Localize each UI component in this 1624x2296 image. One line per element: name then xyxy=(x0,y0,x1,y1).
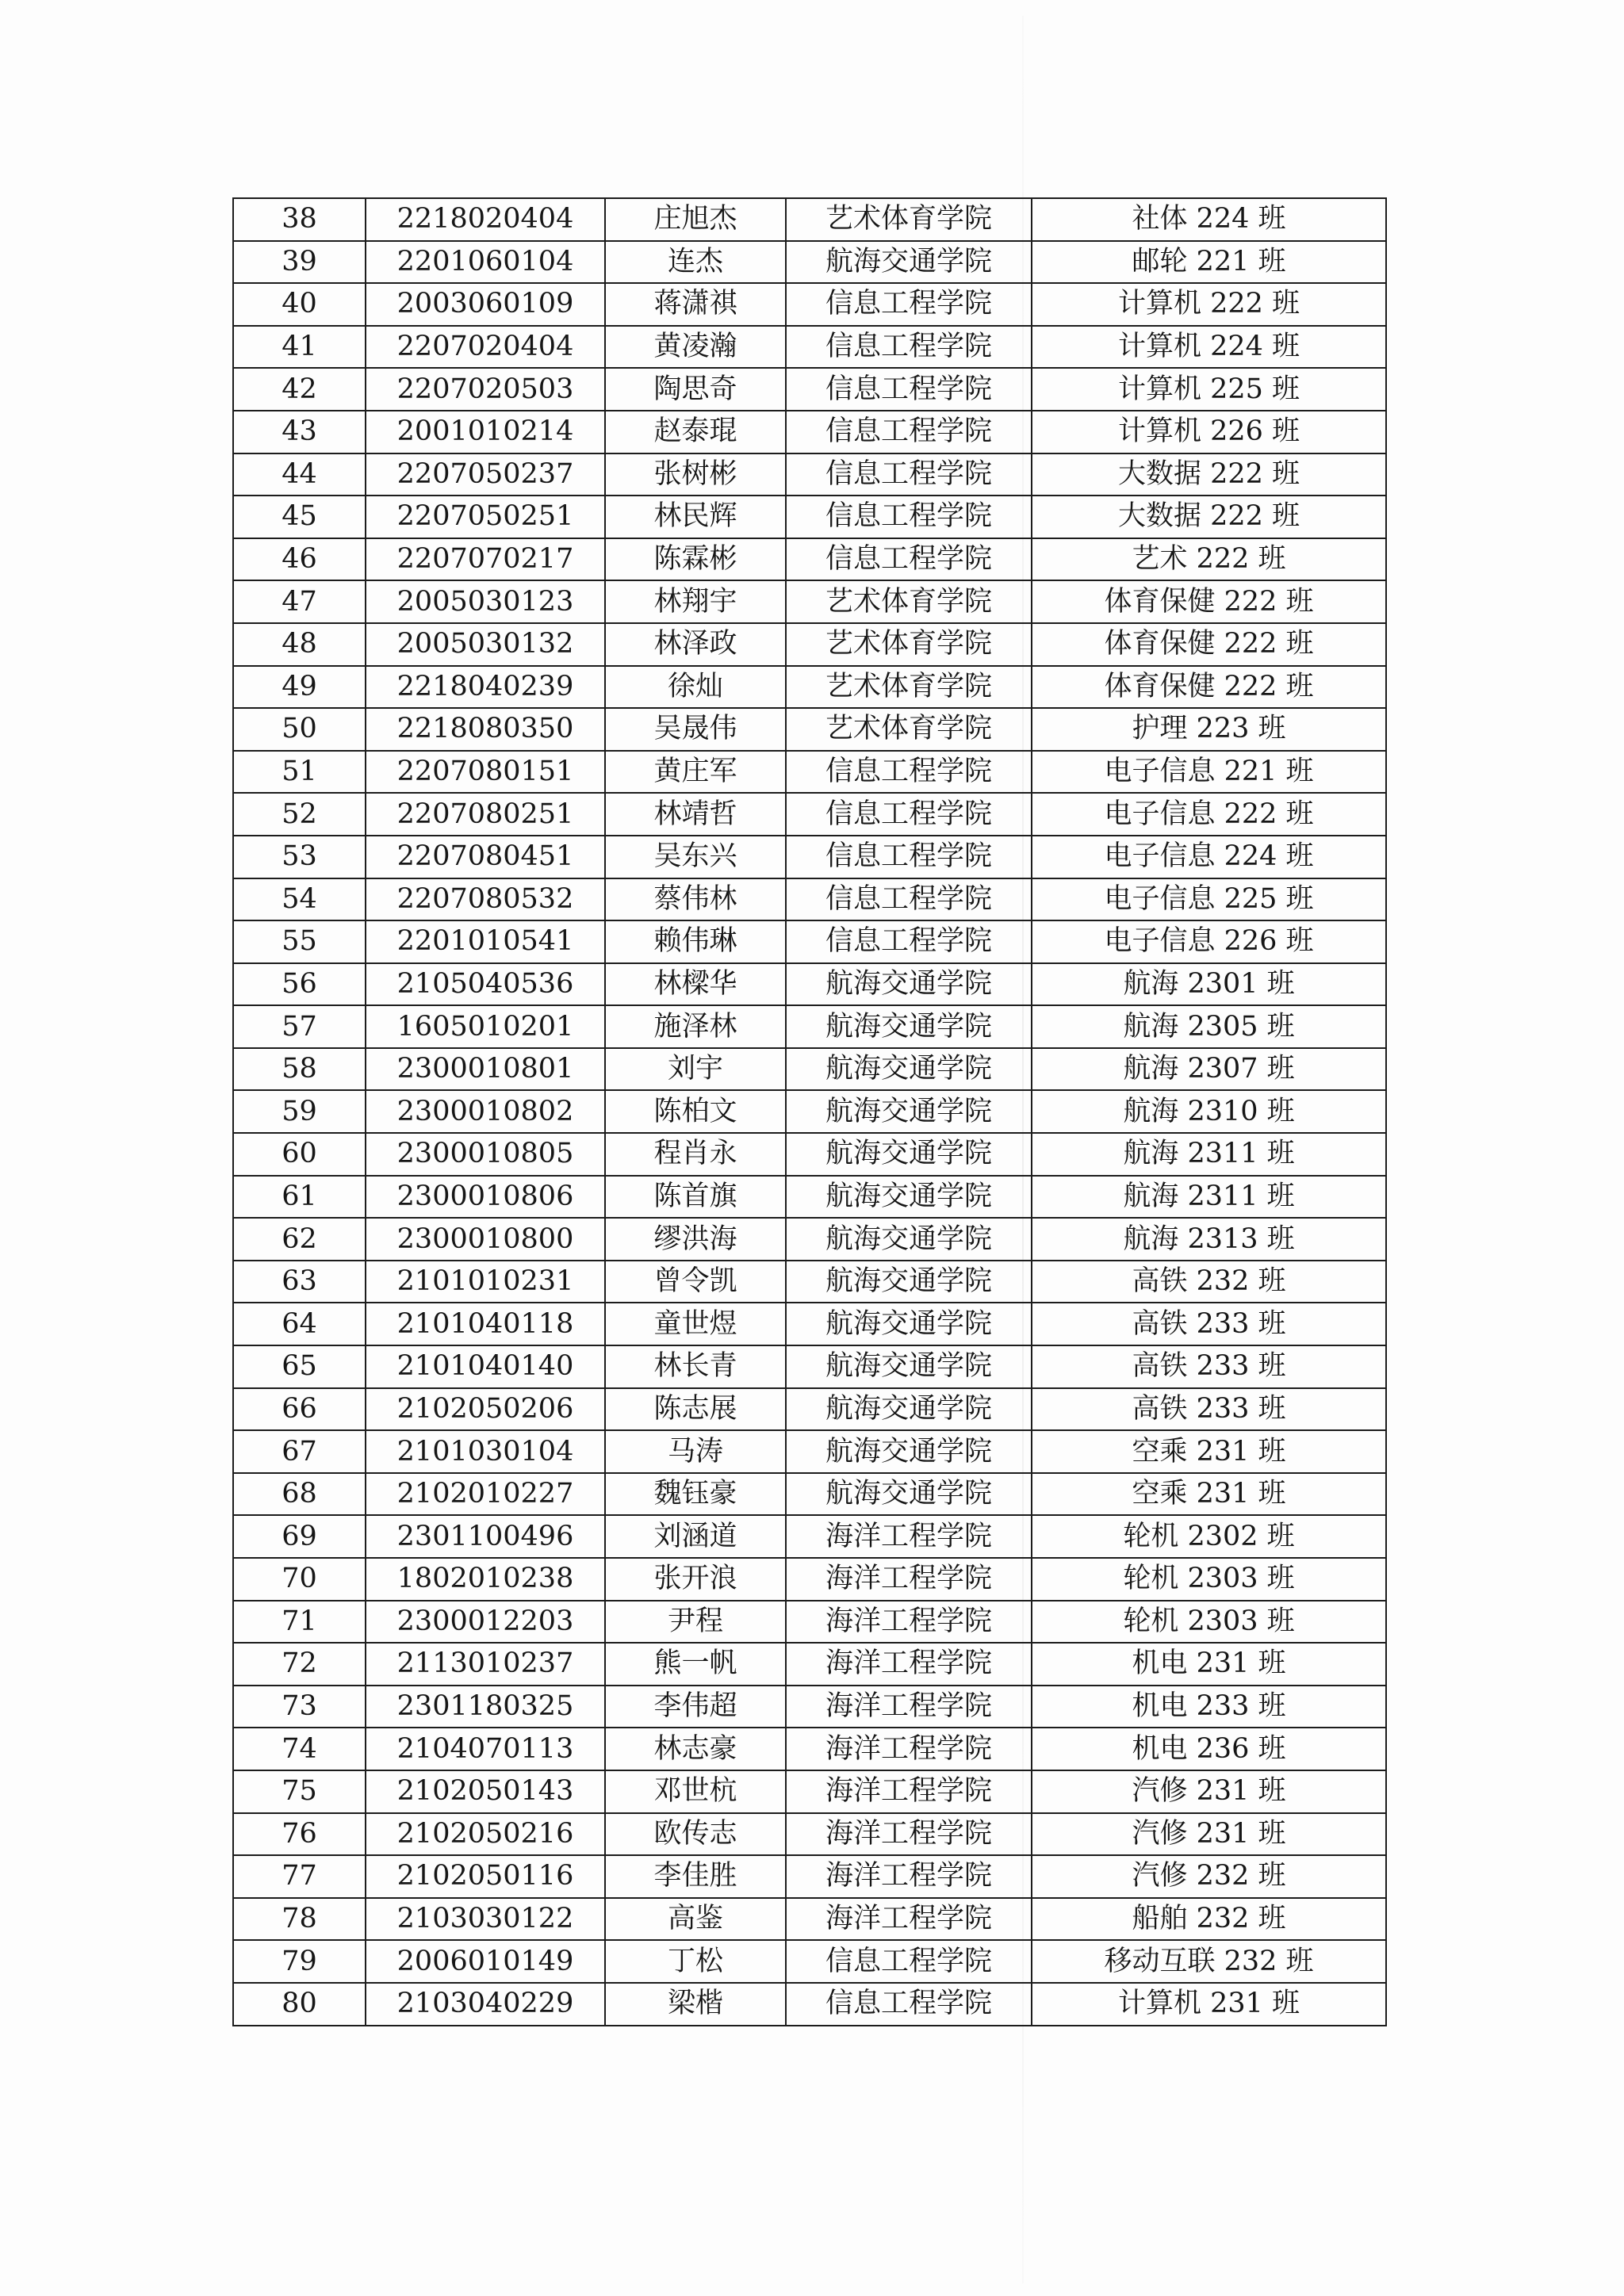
student-id-cell: 2300010801 xyxy=(366,1048,605,1091)
student-id-cell: 2207020404 xyxy=(366,326,605,369)
student-id-cell: 2101040118 xyxy=(366,1303,605,1345)
row-number-cell: 75 xyxy=(233,1770,366,1813)
table-row xyxy=(233,751,1386,794)
student-name-cell: 吴东兴 xyxy=(605,836,786,878)
student-id-cell: 2102050216 xyxy=(366,1813,605,1856)
student-name-cell: 缪洪海 xyxy=(605,1218,786,1261)
student-name-cell: 李佳胜 xyxy=(605,1855,786,1898)
school-cell: 艺术体育学院 xyxy=(786,198,1032,241)
school-cell: 信息工程学院 xyxy=(786,283,1032,326)
table-row xyxy=(233,666,1386,709)
student-id-cell: 2005030123 xyxy=(366,580,605,623)
row-number-cell: 39 xyxy=(233,241,366,284)
student-id-cell: 2300010806 xyxy=(366,1176,605,1219)
table-row xyxy=(233,793,1386,836)
row-number-cell: 47 xyxy=(233,580,366,623)
student-name-cell: 徐灿 xyxy=(605,666,786,709)
class-cell: 高铁 233 班 xyxy=(1032,1303,1386,1345)
row-number-cell: 62 xyxy=(233,1218,366,1261)
class-cell: 轮机 2303 班 xyxy=(1032,1601,1386,1644)
class-cell: 航海 2310 班 xyxy=(1032,1090,1386,1133)
table-row xyxy=(233,1643,1386,1686)
student-name-cell: 黄庄军 xyxy=(605,751,786,794)
student-id-cell: 2300010802 xyxy=(366,1090,605,1133)
student-id-cell: 2207050251 xyxy=(366,496,605,538)
class-cell: 移动互联 232 班 xyxy=(1032,1940,1386,1983)
class-cell: 大数据 222 班 xyxy=(1032,496,1386,538)
school-cell: 信息工程学院 xyxy=(786,836,1032,878)
class-cell: 空乘 231 班 xyxy=(1032,1430,1386,1473)
student-name-cell: 陈霖彬 xyxy=(605,538,786,581)
table-row xyxy=(233,1558,1386,1601)
table-row xyxy=(233,538,1386,581)
table-row xyxy=(233,198,1386,241)
class-cell: 机电 233 班 xyxy=(1032,1686,1386,1728)
class-cell: 计算机 231 班 xyxy=(1032,1983,1386,2026)
table-row xyxy=(233,1345,1386,1388)
class-cell: 汽修 231 班 xyxy=(1032,1770,1386,1813)
class-cell: 高铁 232 班 xyxy=(1032,1261,1386,1303)
student-name-cell: 庄旭杰 xyxy=(605,198,786,241)
student-id-cell: 2104070113 xyxy=(366,1728,605,1770)
school-cell: 艺术体育学院 xyxy=(786,708,1032,751)
school-cell: 信息工程学院 xyxy=(786,751,1032,794)
table-row xyxy=(233,708,1386,751)
student-name-cell: 刘涵道 xyxy=(605,1515,786,1558)
student-name-cell: 吴晟伟 xyxy=(605,708,786,751)
school-cell: 海洋工程学院 xyxy=(786,1643,1032,1686)
table-row xyxy=(233,1686,1386,1728)
student-name-cell: 黄凌瀚 xyxy=(605,326,786,369)
student-id-cell: 2218080350 xyxy=(366,708,605,751)
class-cell: 计算机 226 班 xyxy=(1032,411,1386,453)
class-cell: 汽修 231 班 xyxy=(1032,1813,1386,1856)
row-number-cell: 51 xyxy=(233,751,366,794)
class-cell: 社体 224 班 xyxy=(1032,198,1386,241)
student-name-cell: 欧传志 xyxy=(605,1813,786,1856)
row-number-cell: 61 xyxy=(233,1176,366,1219)
table-row xyxy=(233,1005,1386,1048)
student-id-cell: 2101040140 xyxy=(366,1345,605,1388)
student-name-cell: 高鉴 xyxy=(605,1898,786,1941)
student-name-cell: 童世煜 xyxy=(605,1303,786,1345)
student-name-cell: 刘宇 xyxy=(605,1048,786,1091)
table-row xyxy=(233,1515,1386,1558)
school-cell: 海洋工程学院 xyxy=(786,1601,1032,1644)
student-id-cell: 2101030104 xyxy=(366,1430,605,1473)
row-number-cell: 57 xyxy=(233,1005,366,1048)
row-number-cell: 73 xyxy=(233,1686,366,1728)
row-number-cell: 66 xyxy=(233,1388,366,1431)
student-name-cell: 蔡伟林 xyxy=(605,878,786,921)
student-name-cell: 施泽林 xyxy=(605,1005,786,1048)
student-id-cell: 2301180325 xyxy=(366,1686,605,1728)
student-name-cell: 张开浪 xyxy=(605,1558,786,1601)
class-cell: 轮机 2302 班 xyxy=(1032,1515,1386,1558)
row-number-cell: 44 xyxy=(233,453,366,496)
table-row xyxy=(233,1048,1386,1091)
student-name-cell: 赵泰琨 xyxy=(605,411,786,453)
school-cell: 信息工程学院 xyxy=(786,368,1032,411)
school-cell: 航海交通学院 xyxy=(786,1303,1032,1345)
row-number-cell: 56 xyxy=(233,963,366,1006)
class-cell: 体育保健 222 班 xyxy=(1032,580,1386,623)
student-id-cell: 2103030122 xyxy=(366,1898,605,1941)
school-cell: 航海交通学院 xyxy=(786,1261,1032,1303)
row-number-cell: 55 xyxy=(233,920,366,963)
student-id-cell: 2218040239 xyxy=(366,666,605,709)
student-name-cell: 陶思奇 xyxy=(605,368,786,411)
student-id-cell: 2207050237 xyxy=(366,453,605,496)
table-row xyxy=(233,1940,1386,1983)
student-id-cell: 2113010237 xyxy=(366,1643,605,1686)
school-cell: 信息工程学院 xyxy=(786,1940,1032,1983)
student-name-cell: 张树彬 xyxy=(605,453,786,496)
row-number-cell: 42 xyxy=(233,368,366,411)
table-row xyxy=(233,1133,1386,1176)
roster-table-body xyxy=(233,198,1386,2026)
row-number-cell: 72 xyxy=(233,1643,366,1686)
school-cell: 信息工程学院 xyxy=(786,496,1032,538)
student-name-cell: 陈志展 xyxy=(605,1388,786,1431)
row-number-cell: 53 xyxy=(233,836,366,878)
student-id-cell: 2207080451 xyxy=(366,836,605,878)
student-name-cell: 林樑华 xyxy=(605,963,786,1006)
student-id-cell: 2102050116 xyxy=(366,1855,605,1898)
row-number-cell: 58 xyxy=(233,1048,366,1091)
student-id-cell: 2207080532 xyxy=(366,878,605,921)
row-number-cell: 45 xyxy=(233,496,366,538)
row-number-cell: 43 xyxy=(233,411,366,453)
table-row xyxy=(233,1388,1386,1431)
class-cell: 体育保健 222 班 xyxy=(1032,666,1386,709)
student-name-cell: 李伟超 xyxy=(605,1686,786,1728)
class-cell: 航海 2305 班 xyxy=(1032,1005,1386,1048)
table-row xyxy=(233,326,1386,369)
school-cell: 艺术体育学院 xyxy=(786,666,1032,709)
student-name-cell: 林靖哲 xyxy=(605,793,786,836)
student-id-cell: 2300010800 xyxy=(366,1218,605,1261)
student-id-cell: 2101010231 xyxy=(366,1261,605,1303)
student-name-cell: 程肖永 xyxy=(605,1133,786,1176)
row-number-cell: 59 xyxy=(233,1090,366,1133)
student-roster-table xyxy=(232,197,1387,2026)
class-cell: 轮机 2303 班 xyxy=(1032,1558,1386,1601)
student-id-cell: 2207080251 xyxy=(366,793,605,836)
school-cell: 海洋工程学院 xyxy=(786,1898,1032,1941)
class-cell: 计算机 224 班 xyxy=(1032,326,1386,369)
class-cell: 汽修 232 班 xyxy=(1032,1855,1386,1898)
student-name-cell: 林志豪 xyxy=(605,1728,786,1770)
row-number-cell: 71 xyxy=(233,1601,366,1644)
school-cell: 航海交通学院 xyxy=(786,1388,1032,1431)
student-id-cell: 2102050206 xyxy=(366,1388,605,1431)
school-cell: 艺术体育学院 xyxy=(786,623,1032,666)
school-cell: 航海交通学院 xyxy=(786,1133,1032,1176)
class-cell: 电子信息 221 班 xyxy=(1032,751,1386,794)
class-cell: 大数据 222 班 xyxy=(1032,453,1386,496)
school-cell: 航海交通学院 xyxy=(786,1345,1032,1388)
row-number-cell: 70 xyxy=(233,1558,366,1601)
student-id-cell: 2218020404 xyxy=(366,198,605,241)
school-cell: 海洋工程学院 xyxy=(786,1515,1032,1558)
table-row xyxy=(233,241,1386,284)
table-row xyxy=(233,920,1386,963)
class-cell: 计算机 225 班 xyxy=(1032,368,1386,411)
school-cell: 海洋工程学院 xyxy=(786,1813,1032,1856)
row-number-cell: 48 xyxy=(233,623,366,666)
school-cell: 信息工程学院 xyxy=(786,453,1032,496)
student-id-cell: 1605010201 xyxy=(366,1005,605,1048)
class-cell: 空乘 231 班 xyxy=(1032,1473,1386,1516)
student-id-cell: 2300012203 xyxy=(366,1601,605,1644)
student-name-cell: 曾令凯 xyxy=(605,1261,786,1303)
school-cell: 信息工程学院 xyxy=(786,1983,1032,2026)
row-number-cell: 63 xyxy=(233,1261,366,1303)
table-row xyxy=(233,411,1386,453)
student-id-cell: 2207070217 xyxy=(366,538,605,581)
row-number-cell: 67 xyxy=(233,1430,366,1473)
student-name-cell: 林民辉 xyxy=(605,496,786,538)
table-row xyxy=(233,1261,1386,1303)
student-name-cell: 梁楷 xyxy=(605,1983,786,2026)
school-cell: 信息工程学院 xyxy=(786,793,1032,836)
table-row xyxy=(233,963,1386,1006)
row-number-cell: 74 xyxy=(233,1728,366,1770)
student-id-cell: 2102010227 xyxy=(366,1473,605,1516)
class-cell: 艺术 222 班 xyxy=(1032,538,1386,581)
class-cell: 电子信息 222 班 xyxy=(1032,793,1386,836)
school-cell: 海洋工程学院 xyxy=(786,1855,1032,1898)
class-cell: 护理 223 班 xyxy=(1032,708,1386,751)
row-number-cell: 60 xyxy=(233,1133,366,1176)
student-name-cell: 陈柏文 xyxy=(605,1090,786,1133)
row-number-cell: 78 xyxy=(233,1898,366,1941)
student-name-cell: 熊一帆 xyxy=(605,1643,786,1686)
student-name-cell: 林翔宇 xyxy=(605,580,786,623)
table-row xyxy=(233,1218,1386,1261)
row-number-cell: 50 xyxy=(233,708,366,751)
table-row xyxy=(233,1090,1386,1133)
student-name-cell: 陈首旗 xyxy=(605,1176,786,1219)
student-id-cell: 2201060104 xyxy=(366,241,605,284)
school-cell: 海洋工程学院 xyxy=(786,1686,1032,1728)
table-row xyxy=(233,1473,1386,1516)
class-cell: 航海 2307 班 xyxy=(1032,1048,1386,1091)
row-number-cell: 80 xyxy=(233,1983,366,2026)
table-row xyxy=(233,623,1386,666)
row-number-cell: 49 xyxy=(233,666,366,709)
row-number-cell: 38 xyxy=(233,198,366,241)
student-id-cell: 2102050143 xyxy=(366,1770,605,1813)
table-row xyxy=(233,1601,1386,1644)
school-cell: 航海交通学院 xyxy=(786,1090,1032,1133)
school-cell: 航海交通学院 xyxy=(786,1218,1032,1261)
school-cell: 航海交通学院 xyxy=(786,1176,1032,1219)
row-number-cell: 64 xyxy=(233,1303,366,1345)
class-cell: 机电 231 班 xyxy=(1032,1643,1386,1686)
table-row xyxy=(233,836,1386,878)
table-row xyxy=(233,453,1386,496)
class-cell: 电子信息 224 班 xyxy=(1032,836,1386,878)
class-cell: 电子信息 226 班 xyxy=(1032,920,1386,963)
school-cell: 海洋工程学院 xyxy=(786,1558,1032,1601)
school-cell: 航海交通学院 xyxy=(786,1473,1032,1516)
row-number-cell: 77 xyxy=(233,1855,366,1898)
class-cell: 计算机 222 班 xyxy=(1032,283,1386,326)
student-id-cell: 2005030132 xyxy=(366,623,605,666)
school-cell: 航海交通学院 xyxy=(786,1430,1032,1473)
school-cell: 信息工程学院 xyxy=(786,538,1032,581)
student-name-cell: 林泽政 xyxy=(605,623,786,666)
student-name-cell: 邓世杭 xyxy=(605,1770,786,1813)
class-cell: 航海 2311 班 xyxy=(1032,1133,1386,1176)
row-number-cell: 68 xyxy=(233,1473,366,1516)
class-cell: 机电 236 班 xyxy=(1032,1728,1386,1770)
school-cell: 海洋工程学院 xyxy=(786,1728,1032,1770)
table-row xyxy=(233,368,1386,411)
table-row xyxy=(233,1303,1386,1345)
student-id-cell: 1802010238 xyxy=(366,1558,605,1601)
class-cell: 高铁 233 班 xyxy=(1032,1388,1386,1431)
school-cell: 海洋工程学院 xyxy=(786,1770,1032,1813)
class-cell: 体育保健 222 班 xyxy=(1032,623,1386,666)
student-name-cell: 魏钰豪 xyxy=(605,1473,786,1516)
table-row xyxy=(233,1770,1386,1813)
table-row xyxy=(233,1855,1386,1898)
student-id-cell: 2103040229 xyxy=(366,1983,605,2026)
class-cell: 航海 2311 班 xyxy=(1032,1176,1386,1219)
school-cell: 信息工程学院 xyxy=(786,326,1032,369)
row-number-cell: 54 xyxy=(233,878,366,921)
school-cell: 信息工程学院 xyxy=(786,920,1032,963)
school-cell: 艺术体育学院 xyxy=(786,580,1032,623)
student-name-cell: 蒋潇祺 xyxy=(605,283,786,326)
row-number-cell: 69 xyxy=(233,1515,366,1558)
class-cell: 船舶 232 班 xyxy=(1032,1898,1386,1941)
student-id-cell: 2207020503 xyxy=(366,368,605,411)
school-cell: 信息工程学院 xyxy=(786,411,1032,453)
student-name-cell: 赖伟琳 xyxy=(605,920,786,963)
table-row xyxy=(233,1430,1386,1473)
school-cell: 信息工程学院 xyxy=(786,878,1032,921)
student-name-cell: 连杰 xyxy=(605,241,786,284)
table-row xyxy=(233,878,1386,921)
table-row xyxy=(233,1176,1386,1219)
row-number-cell: 79 xyxy=(233,1940,366,1983)
student-id-cell: 2003060109 xyxy=(366,283,605,326)
school-cell: 航海交通学院 xyxy=(786,1048,1032,1091)
school-cell: 航海交通学院 xyxy=(786,241,1032,284)
class-cell: 航海 2301 班 xyxy=(1032,963,1386,1006)
class-cell: 航海 2313 班 xyxy=(1032,1218,1386,1261)
student-name-cell: 丁松 xyxy=(605,1940,786,1983)
table-row xyxy=(233,1813,1386,1856)
student-id-cell: 2001010214 xyxy=(366,411,605,453)
table-row xyxy=(233,1983,1386,2026)
row-number-cell: 40 xyxy=(233,283,366,326)
row-number-cell: 65 xyxy=(233,1345,366,1388)
table-row xyxy=(233,1728,1386,1770)
student-name-cell: 尹程 xyxy=(605,1601,786,1644)
row-number-cell: 76 xyxy=(233,1813,366,1856)
school-cell: 航海交通学院 xyxy=(786,963,1032,1006)
school-cell: 航海交通学院 xyxy=(786,1005,1032,1048)
student-id-cell: 2207080151 xyxy=(366,751,605,794)
row-number-cell: 41 xyxy=(233,326,366,369)
table-row xyxy=(233,1898,1386,1941)
student-id-cell: 2300010805 xyxy=(366,1133,605,1176)
table-row xyxy=(233,580,1386,623)
table-row xyxy=(233,496,1386,538)
student-id-cell: 2105040536 xyxy=(366,963,605,1006)
student-id-cell: 2006010149 xyxy=(366,1940,605,1983)
row-number-cell: 46 xyxy=(233,538,366,581)
student-id-cell: 2201010541 xyxy=(366,920,605,963)
student-id-cell: 2301100496 xyxy=(366,1515,605,1558)
student-name-cell: 林长青 xyxy=(605,1345,786,1388)
student-name-cell: 马涛 xyxy=(605,1430,786,1473)
class-cell: 电子信息 225 班 xyxy=(1032,878,1386,921)
class-cell: 邮轮 221 班 xyxy=(1032,241,1386,284)
table-row xyxy=(233,283,1386,326)
row-number-cell: 52 xyxy=(233,793,366,836)
class-cell: 高铁 233 班 xyxy=(1032,1345,1386,1388)
